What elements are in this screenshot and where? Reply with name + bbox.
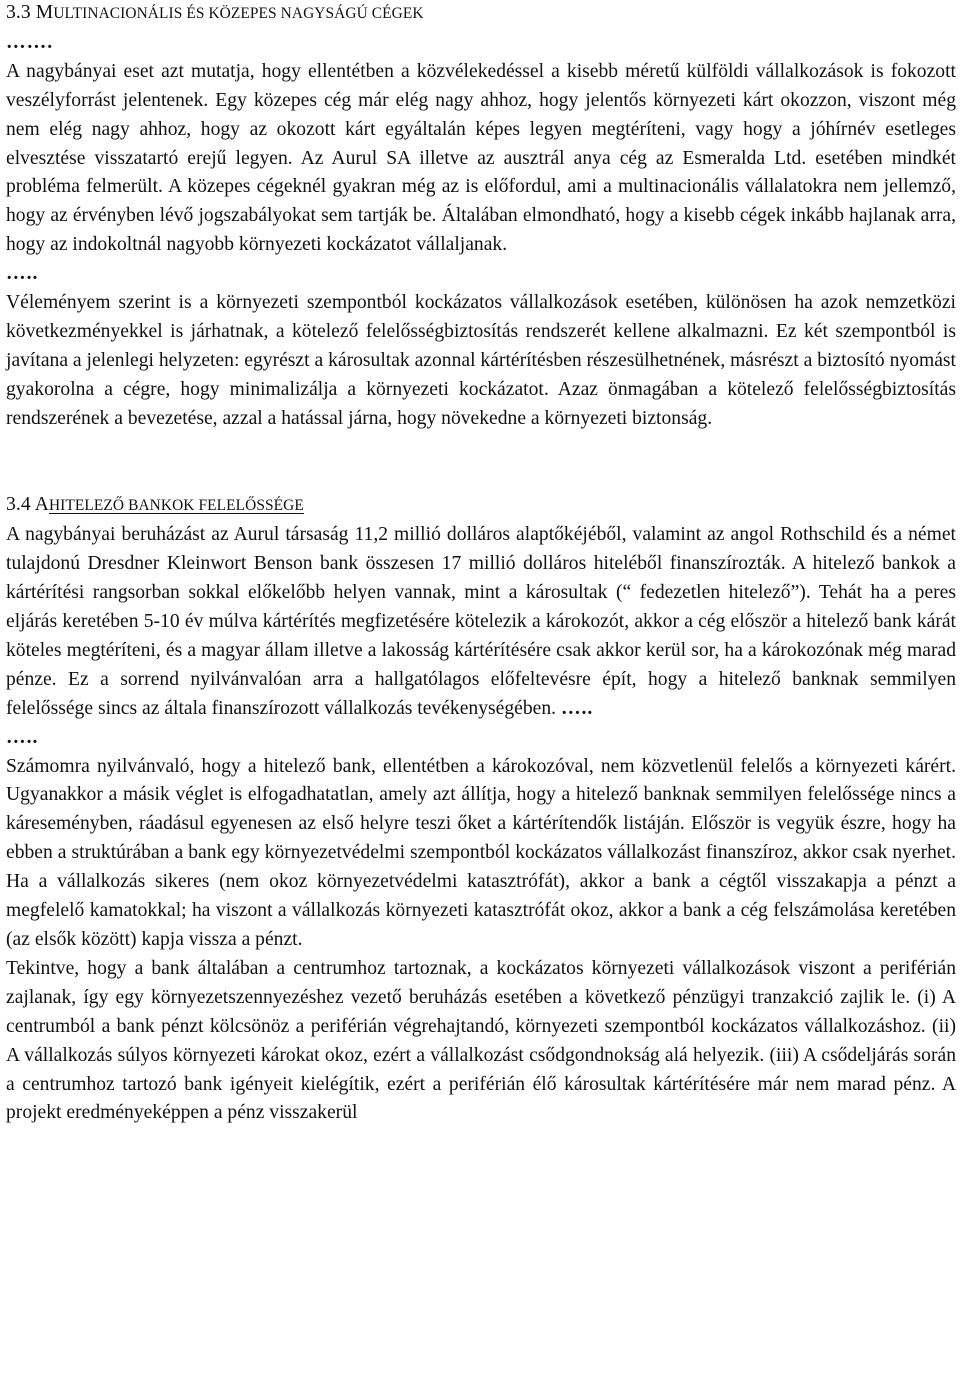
section-gap xyxy=(6,434,956,492)
omission-marker: ….. xyxy=(560,697,594,719)
section-number: 3.4 xyxy=(6,494,31,516)
section-number: 3.3 xyxy=(6,2,31,23)
section-title-initial: A xyxy=(34,494,49,516)
section-title-initial: M xyxy=(35,2,54,23)
omission-marker: ……. xyxy=(6,31,54,53)
paragraph xyxy=(6,521,956,723)
section-title-rest: HITELEZŐ BANKOK FELELŐSSÉGE xyxy=(48,497,304,515)
paragraph: Véleményem szerint is a környezeti szempontból kockázatos vállalkozások esetében, különösen ha azok nemzetközi következményekkel is járhatnak, a kötelező felelősségbiztosítás rendszerét kellene alkalmazni. Ez két szempontból is javítana a jelenlegi helyzeten: egyrészt a károsultak azonnal kártérítésben részesülhetnének, másrészt a biztosító nyomást gyakorolna a cégre, hogy minimalizálja a környezeti kockázatot. Azaz önmagában a kötelező felelősségbiztosítás rendszerének a bevezetése, azzal a hatással járna, hogy növekedne a környezeti biztonság. xyxy=(6,292,956,429)
paragraph: Tekintve, hogy a bank általában a centrumhoz tartoznak, a kockázatos környezeti vállalkozások viszont a periférián zajlanak, így egy környezetszennyezéshez vezető beruházás esetében a következő pénzügyi tranzakció zajlik le. (i) A centrumból a bank pénzt kölcsönöz a periférián végrehajtandó, környezeti szempontból kockázatos vállalkozáshoz. (ii) A vállalkozás súlyos környezeti károkat okoz, ezért a vállalkozást csődgondnokság alá helyezik. (iii) A csődeljárás során a centrumhoz tartozó bank igényeit kielégítik, ezért a periférián élő károsultak kártérítésére már nem marad pénz. A projekt eredményeképpen a pénz visszakerül xyxy=(6,957,956,1124)
section-title-rest: ULTINACIONÁLIS ÉS KÖZEPES NAGYSÁGÚ CÉGEK xyxy=(53,5,424,22)
section-heading-3-3 xyxy=(6,0,956,29)
paragraph-text: A nagybányai beruházást az Aurul társaság 11,2 millió dolláros alaptőkéjéből, valamint az angol Rothschild és a német tulajdonú Dresdner Kleinwort Benson bank összesen 17 millió dolláros hiteléből finanszírozták. A hitelező bankok a kártérítési rangsorban sokkal előkelőbb helyen vannak, mint a károsultak (“ fedezetlen hitelező”). Tehát ha a peres eljárás keretében 5-10 év múlva kártérítés megfizetésére kötelezik a károkozót, akkor a cég először a hitelező bank kárát köteles megtéríteni, és a magyar állam illetve a lakosság kártérítésére csak akkor kerül sor, ha a károkozónak még marad pénze. Ez a sorrend nyilvánvalóan arra a hallgatólagos előfeltevésre épít, hogy a hitelező banknak semmilyen felelőssége sincs az általa finanszírozott vállalkozás tevékenységében. xyxy=(6,524,956,719)
section-heading-3-4 xyxy=(6,491,956,521)
paragraph: A nagybányai eset azt mutatja, hogy ellentétben a közvélekedéssel a kisebb méretű külföldi vállalkozások is fokozott veszélyforrást jelentenek. Egy közepes cég már elég nagy ahhoz, hogy jelentős környezeti kárt okozzon, viszont még nem elég nagy ahhoz, hogy az okozott kárt egyáltalán képes legyen megtéríteni, vagy hogy a jóhírnév esetleges elvesztése visszatartó erejű legyen. Az Aurul SA illetve az ausztrál anya cég az Esmeralda Ltd. esetében mindkét probléma felmerült. A közepes cégeknél gyakran még az is előfordul, ami a multinacionális vállalatokra nem jellemző, hogy az érvényben lévő jogszabályokat sem tartják be. Általában elmondható, hogy a kisebb cégek inkább hajlanak arra, hogy az indokoltnál nagyobb környezeti kockázatot vállaljanak. xyxy=(6,60,956,256)
omission-marker: ….. xyxy=(6,263,39,285)
omission-marker: ….. xyxy=(6,726,39,748)
paragraph: Számomra nyilvánvaló, hogy a hitelező bank, ellentétben a károkozóval, nem közvetlenül felelős a környezeti kárért. Ugyanakkor a másik véglet is elfogadhatatlan, amely azt állítja, hogy a hitelező banknak semmilyen felelőssége nincs a káreseményben, ráadásul egyenesen az első helyre teszi őket a kártérítendők listáján. Először is vegyük észre, hogy ha ebben a struktúrában a bank egy környezetvédelmi szempontból kockázatos vállalkozást finanszíroz, akkor csak nyerhet. Ha a vállalkozás sikeres (nem okoz környezetvédelmi katasztrófát), akkor a bank a cégtől visszakapja a pénzt a megfelelő kamatokkal; ha viszont a vállalkozás környezeti katasztrófát okoz, akkor a bank a cég felszámolása keretében (az elsők között) kapja vissza a pénzt. xyxy=(6,755,956,950)
